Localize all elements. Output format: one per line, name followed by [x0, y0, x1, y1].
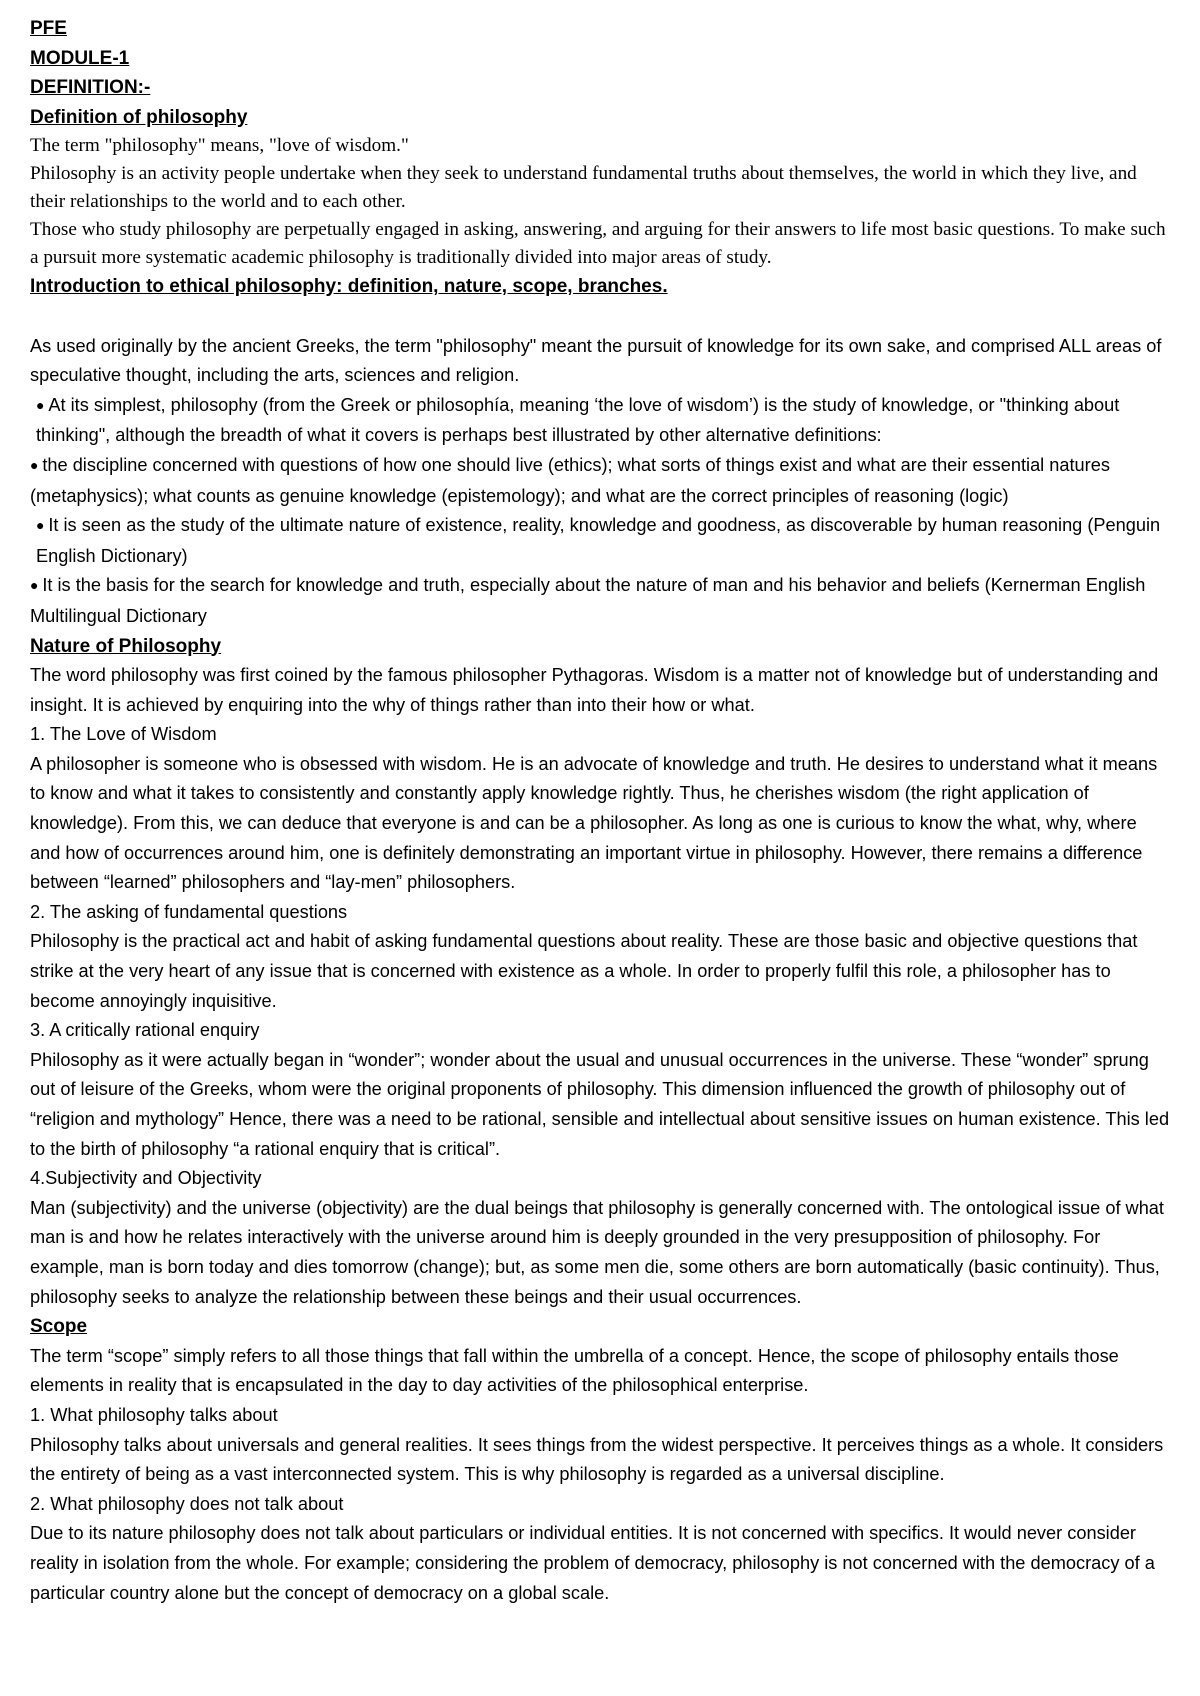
heading-nature: Nature of Philosophy	[30, 635, 222, 657]
heading-scope: Scope	[30, 1316, 88, 1338]
heading-definition: DEFINITION:-	[30, 77, 151, 99]
definition-paragraph: Those who study philosophy are perpetually engaged in asking, answering, and arguing for their answers to life most basic questions. To make such a pursuit more systematic academic philosophy is traditionally divided into major areas of study.	[30, 219, 1166, 269]
bullet-item: ● At its simplest, philosophy (from the Greek or philosophía, meaning ‘the love of wisdom’) is the study of knowledge, or "thinking about thinking", although the breadth of what it covers is perhaps best illustrated by other alternative definitions:	[30, 391, 1170, 451]
scope-item-text: Due to its nature philosophy does not talk about particulars or individual entities. It is not concerned with specifics. It would never consider reality in isolation from the whole. For example; considering the problem of democracy, philosophy is not concerned with the democracy of a particular country alone but the concept of democracy on a global scale.	[30, 1523, 1155, 1603]
bullet-item: ● It is the basis for the search for knowledge and truth, especially about the nature of man and his behavior and beliefs (Kernerman English Multilingual Dictionary	[30, 571, 1170, 631]
blank-line	[30, 302, 1170, 332]
heading-definition-of-philosophy: Definition of philosophy	[30, 106, 248, 128]
nature-item-text: Philosophy as it were actually began in “wonder”; wonder about the usual and unusual occurrences in the universe. These “wonder” sprung out of leisure of the Greeks, whom were the original proponents of philosophy. This dimension influenced the growth of philosophy out of “religion and mythology” Hence, there was a need to be rational, sensible and intellectual about sensitive issues on human existence. This led to the birth of philosophy “a rational enquiry that is critical”.	[30, 1049, 1170, 1159]
nature-item-title: 1. The Love of Wisdom	[30, 724, 217, 745]
heading-pfe: PFE	[30, 18, 67, 39]
heading-introduction: Introduction to ethical philosophy: definition, nature, scope, branches.	[30, 276, 668, 298]
nature-intro: The word philosophy was first coined by the famous philosopher Pythagoras. Wisdom is a matter not of knowledge but of understanding and insight. It is achieved by enquiring into the why of things rather than into their how or what.	[30, 665, 1159, 715]
scope-item-title: 2. What philosophy does not talk about	[30, 1493, 344, 1514]
scope-intro: The term “scope” simply refers to all those things that fall within the umbrella of a concept. Hence, the scope of philosophy entails those elements in reality that is encapsulated in the day to day activities of the philosophical enterprise.	[30, 1345, 1119, 1396]
bullet-item: ● It is seen as the study of the ultimate nature of existence, reality, knowledge and goodness, as discoverable by human reasoning (Penguin English Dictionary)	[30, 511, 1170, 571]
nature-item-title: 3. A critically rational enquiry	[30, 1020, 260, 1041]
scope-item-title: 1. What philosophy talks about	[30, 1404, 278, 1425]
definition-paragraph: Philosophy is an activity people undertake when they seek to understand fundamental truths about themselves, the world in which they live, and their relationships to the world and to each other.	[30, 163, 1137, 213]
nature-item-title: 2. The asking of fundamental questions	[30, 901, 348, 922]
nature-item-text: Philosophy is the practical act and habit of asking fundamental questions about reality. These are those basic and objective questions that strike at the very heart of any issue that is concerned with existence as a whole. In order to properly fulfil this role, a philosopher has to become annoyingly inquisitive.	[30, 931, 1138, 1011]
bullet-item: ● the discipline concerned with questions of how one should live (ethics); what sorts of things exist and what are their essential natures (metaphysics); what counts as genuine knowledge (epistemology); and what are the correct principles of reasoning (logic)	[30, 451, 1170, 511]
definition-paragraph: The term "philosophy" means, "love of wisdom."	[30, 135, 409, 157]
heading-module: MODULE-1	[30, 47, 130, 69]
scope-item-text: Philosophy talks about universals and general realities. It sees things from the widest perspective. It perceives things as a whole. It considers the entirety of being as a vast interconnected system. This is why philosophy is regarded as a universal discipline.	[30, 1434, 1164, 1485]
nature-item-text: A philosopher is someone who is obsessed with wisdom. He is an advocate of knowledge and truth. He desires to understand what it means to know and what it takes to consistently and constantly apply knowledge rightly. Thus, he cherishes wisdom (the right application of knowledge). From this, we can deduce that everyone is and can be a philosopher. As long as one is curious to know the what, why, where and how of occurrences around him, one is definitely demonstrating an important virtue in philosophy. However, there remains a difference between “learned” philosophers and “lay-men” philosophers.	[30, 753, 1158, 893]
intro-paragraph: As used originally by the ancient Greeks, the term "philosophy" meant the pursuit of knowledge for its own sake, and comprised ALL areas of speculative thought, including the arts, sciences and religion.	[30, 335, 1162, 386]
nature-item-title: 4.Subjectivity and Objectivity	[30, 1168, 262, 1189]
nature-item-text: Man (subjectivity) and the universe (objectivity) are the dual beings that philosophy is generally concerned with. The ontological issue of what man is and how he relates interactively with the universe around him is deeply grounded in the very presupposition of philosophy. For example, man is born today and dies tomorrow (change); but, as some men die, some others are born automatically (basic continuity). Thus, philosophy seeks to analyze the relationship between these beings and their usual occurrences.	[30, 1197, 1164, 1307]
